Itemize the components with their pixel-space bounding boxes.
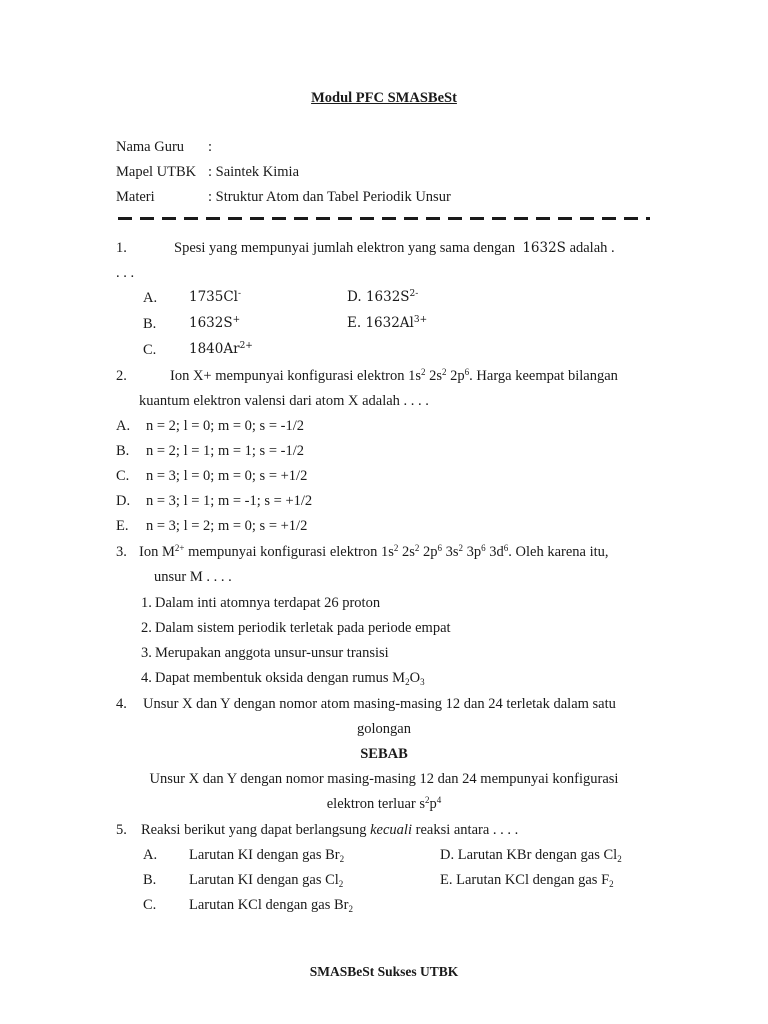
q2-option-d-label: D.	[116, 493, 131, 509]
materi-label: Materi	[116, 189, 155, 205]
q4-reason-line1: Unsur X dan Y dengan nomor masing-masing 12 dan 24 mempunyai konfigurasi	[149, 771, 619, 787]
q5-number: 5.	[116, 822, 127, 838]
q4-statement-line2: golongan	[357, 721, 411, 737]
q2-option-e: n = 3; l = 2; m = 0; s = +1/2	[146, 518, 308, 534]
q2-text: Ion X+ mempunyai konfigurasi elektron $1s^2$ $2s^2$ $2p^6$. Harga keempat bilangan	[170, 367, 618, 384]
q4-number: 4.	[116, 696, 127, 712]
q1-tail: adalah .	[569, 240, 615, 256]
q5-option-d: D. Larutan KBr dengan gas $Cl_2$	[440, 847, 622, 864]
q3-text-line2: unsur M . . . .	[154, 569, 232, 585]
footer-text: SMASBeSt Sukses UTBK	[309, 964, 459, 979]
q2-option-c-label: C.	[116, 468, 130, 484]
mapel-value: : Saintek Kimia	[208, 164, 300, 180]
q3-number: 3.	[116, 544, 127, 560]
q2-option-b: n = 2; l = 1; m = 1; s = -1/2	[146, 443, 304, 459]
q3-item-4: Dapat membentuk oksida dengan rumus $M_2O_3$	[155, 670, 425, 687]
q3-item-1-number: 1.	[141, 595, 152, 611]
q1-option-b: 1632S+	[189, 315, 241, 331]
q5-option-c: Larutan KCl dengan gas $Br_2$	[189, 897, 353, 914]
q5-option-c-label: C.	[143, 897, 157, 913]
divider-end-dot	[647, 217, 649, 219]
q2-option-e-label: E.	[116, 518, 129, 534]
q4-reason-line2: elektron terluar $s^2p^4$	[326, 795, 442, 812]
dashed-divider	[118, 217, 650, 220]
q1-species: 1632S	[522, 240, 566, 256]
q2-text-line2: kuantum elektron valensi dari atom X adalah . . . .	[139, 393, 429, 409]
q3-item-2: Dalam sistem periodik terletak pada periode empat	[155, 620, 451, 636]
q5-text: Reaksi berikut yang dapat berlangsung kecuali reaksi antara . . . .	[141, 822, 519, 838]
q1-option-a: 1735Cl-	[189, 289, 242, 305]
q3-item-1: Dalam inti atomnya terdapat 26 proton	[155, 595, 381, 611]
nama-guru-label: Nama Guru	[116, 139, 185, 155]
q1-stem: Spesi yang mempunyai jumlah elektron yang sama dengan	[174, 240, 516, 256]
q5-option-e: E. Larutan KCl dengan gas $F_2$	[440, 872, 614, 889]
q1-option-c: $1840Ar^{2+}$	[189, 341, 253, 357]
q4-statement-line1: Unsur X dan Y dengan nomor atom masing-masing 12 dan 24 terletak dalam satu	[143, 696, 616, 712]
q2-option-a: n = 2; l = 0; m = 0; s = -1/2	[146, 418, 304, 434]
nama-guru-separator: :	[208, 139, 213, 155]
q5-option-b: Larutan KI dengan gas $Cl_2$	[189, 872, 344, 889]
q4-sebab: SEBAB	[360, 746, 408, 762]
q2-option-d: n = 3; l = 1; m = -1; s = +1/2	[146, 493, 313, 509]
q2-option-c: n = 3; l = 0; m = 0; s = +1/2	[146, 468, 308, 484]
q5-option-a: Larutan KI dengan gas $Br_2$	[189, 847, 345, 864]
q1-option-a-label: A.	[143, 290, 158, 306]
q2-number: 2.	[116, 368, 127, 384]
q3-item-2-number: 2.	[141, 620, 152, 636]
q5-option-a-label: A.	[143, 847, 158, 863]
q3-item-3: Merupakan anggota unsur-unsur transisi	[155, 645, 389, 661]
q1-option-d: D. $1632S^{2-}$	[347, 289, 419, 305]
q1-continuation: . . .	[116, 265, 135, 281]
q3-text: Ion $M^{2+}$ mempunyai konfigurasi elektron $1s^2$ $2s^2$ $2p^6$ $3s^2$ $3p^6$ $3d^6$. Oleh karena itu,	[139, 543, 609, 560]
q2-option-b-label: B.	[116, 443, 130, 459]
q1-text	[174, 241, 615, 256]
mapel-label: Mapel UTBK	[116, 164, 197, 180]
q1-option-b-label: B.	[143, 316, 157, 332]
q3-item-3-number: 3.	[141, 645, 152, 661]
q3-item-4-number: 4.	[141, 670, 152, 686]
q2-option-a-label: A.	[116, 418, 131, 434]
q5-option-b-label: B.	[143, 872, 157, 888]
document-title: Modul PFC SMASBeSt	[311, 90, 457, 106]
q1-option-c-label: C.	[143, 342, 157, 358]
q1-option-e: E. $1632Al^{3+}$	[347, 315, 428, 331]
materi-value: : Struktur Atom dan Tabel Periodik Unsur	[208, 189, 451, 205]
q1-number: 1.	[116, 240, 127, 256]
